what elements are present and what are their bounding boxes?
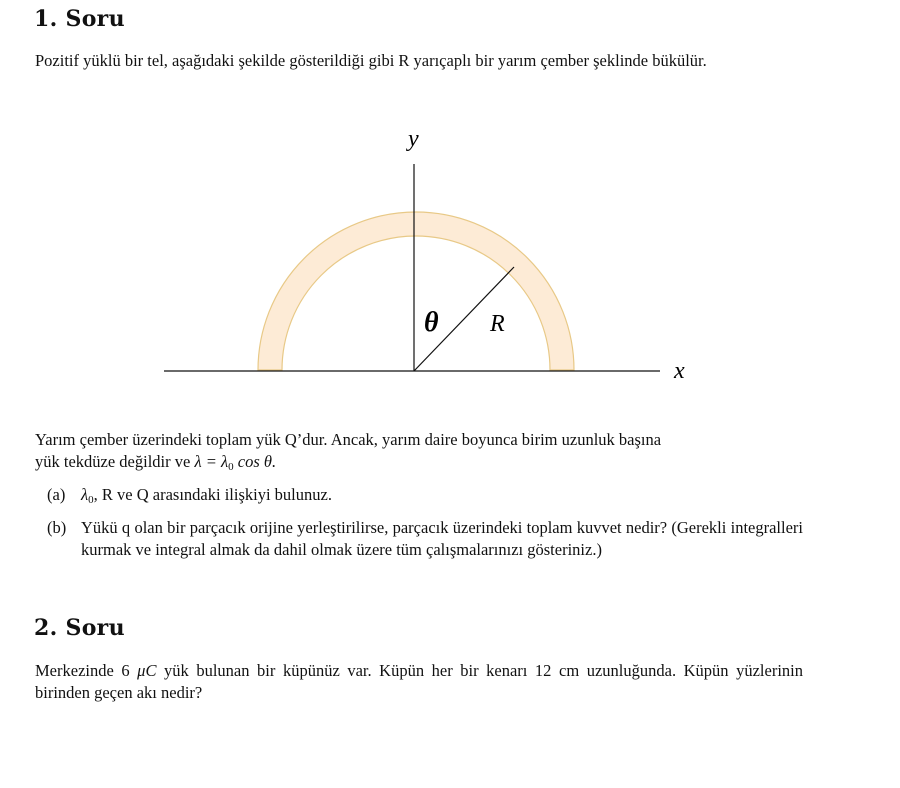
question-1-description: [35, 429, 803, 473]
x-axis-label: x: [674, 358, 685, 384]
semicircle-figure: [150, 120, 710, 400]
question-2-prefix: Merkezinde 6: [35, 661, 138, 680]
description-line-1: Yarım çember üzerindeki toplam yük Q’dur. Ancak, yarım daire boyunca birim uzunluk başına: [35, 430, 662, 449]
lambda-formula: λ = λ: [194, 452, 229, 471]
part-a-label: (a): [47, 485, 66, 504]
description-line-2: yük tekdüze değildir ve: [35, 452, 195, 471]
question-2-rest: yük bulunan bir küpünüz var. Küpün her bir kenarı 12 cm uzunluğunda. Küpün yüzlerinin birinden geçen akı nedir?: [35, 661, 803, 702]
semicircle-diagram: [150, 120, 710, 400]
question-1-title: 1. Soru: [34, 6, 125, 32]
theta-label: θ: [424, 307, 439, 338]
part-a-lambda-subscript: 0: [88, 494, 94, 506]
charge-unit: μC: [137, 661, 157, 680]
lambda-formula-cos: cos θ.: [233, 452, 277, 471]
question-2-text: [35, 660, 803, 704]
part-b-text: Yükü q olan bir parçacık orijine yerleştirilirse, parçacık üzerindeki toplam kuvvet nedir? (Gerekli integralleri kurmak ve integral almak da dahil olmak üzere tüm çalışmalarınızı gösteriniz.): [81, 518, 803, 559]
question-1-intro: Pozitif yüklü bir tel, aşağıdaki şekilde gösterildiği gibi R yarıçaplı bir yarım çember şeklinde bükülür.: [35, 51, 707, 70]
question-1-part-a: [47, 484, 803, 506]
charged-semicircle-wire: [258, 212, 574, 370]
question-1-part-b: [47, 517, 803, 561]
radius-label: R: [490, 311, 505, 337]
part-a-lambda: λ: [81, 485, 89, 504]
part-b-label: (b): [47, 518, 67, 537]
y-axis-label: y: [408, 126, 419, 152]
part-a-text: , R ve Q arasındaki ilişkiyi bulunuz.: [93, 485, 332, 504]
question-2-title: 2. Soru: [34, 615, 125, 641]
lambda-formula-subscript: 0: [228, 461, 234, 473]
